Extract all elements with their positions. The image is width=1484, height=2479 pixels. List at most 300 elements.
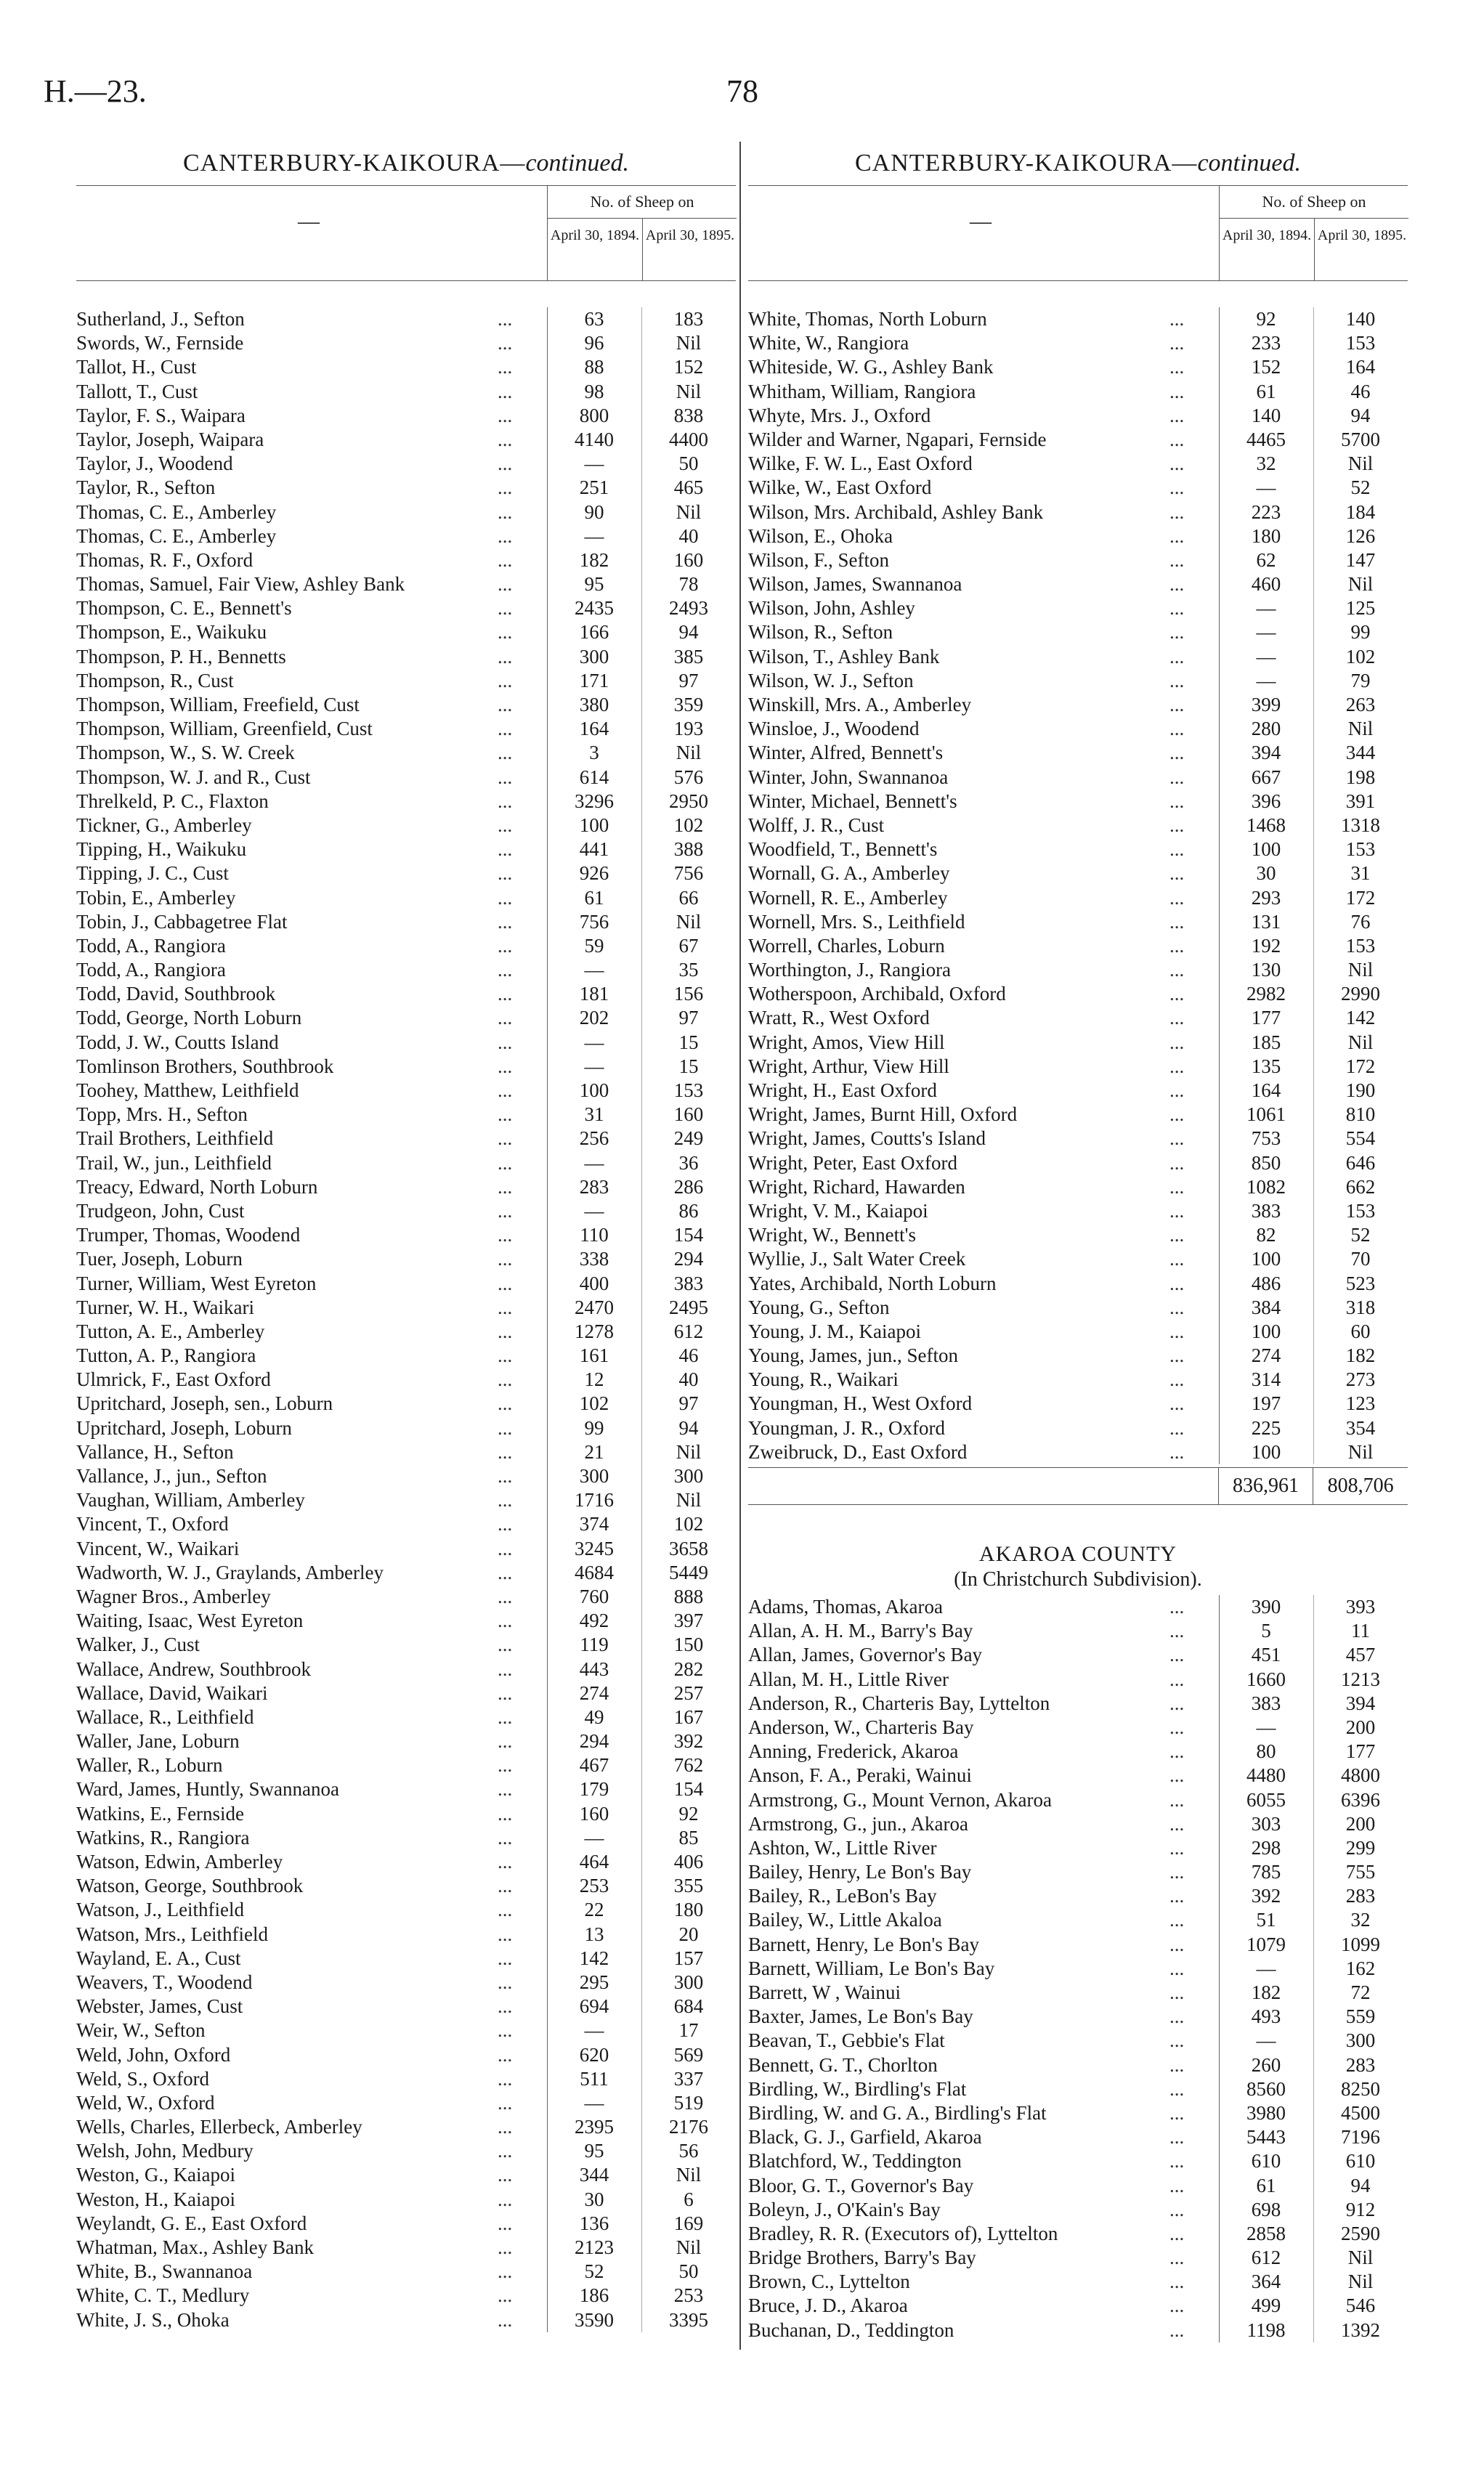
leader-dots: ...	[1169, 1981, 1185, 2003]
row-name: Wilke, F. W. L., East Oxford	[748, 453, 973, 475]
table-row	[748, 1031, 1408, 1055]
table-row	[76, 2188, 736, 2212]
table-row	[748, 1595, 1408, 1619]
row-1895-value: 554	[1345, 1127, 1376, 1150]
row-1895-value: 198	[1345, 766, 1376, 788]
row-1894-value: 300	[579, 1465, 609, 1487]
leader-dots: ...	[498, 1368, 513, 1391]
row-1894-value: 390	[1251, 1596, 1281, 1618]
row-1894-value: —	[584, 524, 604, 547]
row-1895-value: 1099	[1341, 1933, 1380, 1955]
row-1895-value: 406	[673, 1851, 704, 1873]
row-1894-value: 3296	[575, 790, 614, 812]
row-1895-value: 662	[1345, 1175, 1376, 1198]
row-name: Winskill, Mrs. A., Amberley	[748, 694, 972, 715]
row-1895-value: 5449	[669, 1561, 708, 1583]
row-name: Wright, James, Coutts's Island	[748, 1127, 986, 1150]
leader-dots: ...	[1169, 1079, 1185, 1101]
row-1895-value: 15	[678, 1055, 699, 1077]
row-1895-value: Nil	[1347, 2271, 1374, 2293]
row-name: Topp, Mrs. H., Sefton	[76, 1103, 248, 1126]
row-1894-value: 61	[584, 886, 604, 909]
row-1895-value: 184	[1345, 500, 1376, 523]
row-1894-value: —	[584, 1199, 604, 1222]
leader-dots: ...	[1169, 548, 1185, 571]
row-1895-value: 519	[673, 2091, 704, 2114]
row-1894-value: 142	[579, 1947, 609, 1969]
row-1894-value: 22	[584, 1899, 604, 1921]
row-1894-value: 256	[579, 1127, 609, 1150]
row-1894-value: 88	[584, 356, 604, 378]
row-1894-value: 160	[579, 1802, 609, 1825]
leader-dots: ...	[1169, 597, 1185, 620]
row-1895-value: 126	[1345, 524, 1376, 547]
table-row	[748, 500, 1408, 524]
row-1894-value: 443	[579, 1658, 609, 1680]
leader-dots: ...	[498, 2091, 513, 2114]
row-name: Wilson, Mrs. Archibald, Ashley Bank	[748, 500, 1044, 523]
row-1895-value: 86	[678, 1199, 699, 1222]
table-row	[76, 476, 736, 500]
row-name: Weston, G., Kaiapoi	[76, 2164, 236, 2186]
table-row	[76, 1247, 736, 1271]
row-1894-value: 785	[1251, 1861, 1281, 1883]
leader-dots: ...	[498, 1175, 513, 1198]
row-1895-value: 912	[1345, 2198, 1376, 2220]
row-name: Upritchard, Joseph, sen., Loburn	[76, 1392, 333, 1415]
right-header-col-1894: April 30, 1894.	[1222, 227, 1312, 243]
row-name: Vaughan, William, Amberley	[76, 1489, 305, 1512]
leader-dots: ...	[498, 2116, 513, 2138]
row-name: Todd, David, Southbrook	[76, 983, 276, 1005]
row-1895-value: 300	[1345, 2029, 1376, 2052]
row-1895-value: 125	[1345, 597, 1376, 620]
leader-dots: ...	[1169, 1199, 1185, 1222]
row-1894-value: —	[584, 453, 604, 475]
row-1895-value: 523	[1345, 1272, 1376, 1294]
row-1895-value: 152	[673, 356, 704, 378]
row-1895-value: 162	[1345, 1957, 1376, 1979]
row-name: Wilson, T., Ashley Bank	[748, 645, 940, 668]
row-name: Tipping, J. C., Cust	[76, 862, 229, 885]
row-1894-value: 135	[1251, 1055, 1281, 1077]
row-name: Wallace, David, Waikari	[76, 1681, 268, 1704]
table-row	[76, 1392, 736, 1416]
leader-dots: ...	[1169, 1392, 1185, 1415]
table-row	[76, 307, 736, 331]
row-name: Whitham, William, Rangiora	[748, 380, 976, 402]
row-1895-value: 11	[1351, 1620, 1370, 1642]
leader-dots: ...	[498, 1248, 513, 1270]
row-name: Wadworth, W. J., Graylands, Amberley	[76, 1561, 384, 1583]
row-1895-value: 52	[1350, 1224, 1371, 1246]
leader-dots: ...	[498, 2164, 513, 2186]
row-name: Bailey, R., LeBon's Bay	[748, 1885, 937, 1907]
page-reference: H.—23.	[44, 73, 147, 109]
table-row	[748, 2005, 1408, 2029]
row-1894-value: —	[1256, 597, 1276, 620]
right-rows	[748, 307, 1408, 1464]
row-name: Waller, Jane, Loburn	[76, 1730, 240, 1753]
table-row	[76, 1416, 736, 1440]
table-row	[76, 500, 736, 524]
row-name: Tickner, G., Amberley	[76, 814, 252, 836]
row-name: Anderson, W., Charteris Bay	[748, 1716, 974, 1738]
row-name: Wilson, John, Ashley	[748, 597, 915, 620]
row-1894-value: 164	[579, 718, 609, 740]
left-header-col-1894: April 30, 1894.	[550, 227, 640, 243]
row-1894-value: 182	[1251, 1981, 1281, 2003]
row-1895-value: 465	[673, 476, 704, 499]
row-1894-value: 8560	[1246, 2077, 1286, 2100]
row-name: Baxter, James, Le Bon's Bay	[748, 2005, 973, 2028]
row-1895-value: 283	[1345, 1885, 1376, 1907]
table-row	[76, 958, 736, 982]
leader-dots: ...	[498, 2236, 513, 2258]
total-1895: 808,706	[1313, 1468, 1408, 1504]
row-name: Anderson, R., Charteris Bay, Lyttelton	[748, 1692, 1050, 1714]
row-name: Tomlinson Brothers, Southbrook	[76, 1055, 334, 1077]
row-name: Trumper, Thomas, Woodend	[76, 1224, 301, 1246]
table-row	[748, 1296, 1408, 1320]
row-name: Boleyn, J., O'Kain's Bay	[748, 2198, 941, 2220]
left-title-main: CANTERBURY-KAIKOURA—	[182, 150, 526, 177]
table-row	[76, 741, 736, 765]
row-1894-value: 303	[1251, 1812, 1281, 1835]
leader-dots: ...	[1169, 1788, 1185, 1811]
leader-dots: ...	[1169, 694, 1185, 715]
table-row	[748, 1933, 1408, 1957]
row-1894-value: 100	[579, 814, 609, 836]
table-row	[748, 355, 1408, 379]
leader-dots: ...	[1169, 718, 1185, 740]
row-1895-value: 810	[1345, 1103, 1376, 1126]
table-row	[76, 693, 736, 717]
leader-dots: ...	[1169, 380, 1185, 402]
row-name: Yates, Archibald, North Loburn	[748, 1272, 997, 1294]
table-row	[748, 1368, 1408, 1392]
row-1895-value: 167	[673, 1705, 704, 1728]
table-row	[748, 1103, 1408, 1127]
row-1894-value: 185	[1251, 1031, 1281, 1053]
table-row	[748, 693, 1408, 717]
table-row	[748, 2222, 1408, 2246]
table-row	[76, 2115, 736, 2139]
row-1895-value: 172	[1345, 886, 1376, 909]
leader-dots: ...	[498, 1296, 513, 1318]
row-1894-value: 2858	[1246, 2222, 1286, 2244]
row-name: Birdling, W. and G. A., Birdling's Flat	[748, 2101, 1047, 2124]
row-name: Wright, James, Burnt Hill, Oxford	[748, 1103, 1018, 1126]
row-name: Threlkeld, P. C., Flaxton	[76, 790, 269, 812]
table-row	[76, 2236, 736, 2260]
leader-dots: ...	[498, 1055, 513, 1077]
table-row	[748, 548, 1408, 572]
row-1895-value: 94	[1350, 404, 1371, 426]
right-table-header	[748, 185, 1408, 281]
row-name: Wilson, E., Ohoka	[748, 524, 893, 547]
table-row	[76, 1633, 736, 1657]
row-1895-value: 153	[1345, 332, 1376, 354]
row-1895-value: 157	[673, 1947, 704, 1969]
table-row	[76, 2139, 736, 2163]
table-row	[76, 1175, 736, 1199]
row-1895-value: Nil	[676, 1489, 702, 1512]
row-1895-value: Nil	[1347, 718, 1374, 740]
left-title-italic: continued.	[525, 150, 630, 177]
table-row	[748, 1272, 1408, 1296]
row-name: Armstrong, G., jun., Akaroa	[748, 1812, 968, 1835]
row-1894-value: 251	[579, 476, 609, 499]
leader-dots: ...	[498, 910, 513, 933]
row-name: Allan, M. H., Little River	[748, 1668, 949, 1690]
row-1894-value: 98	[584, 380, 604, 402]
leader-dots: ...	[1169, 1692, 1185, 1714]
row-1894-value: 2982	[1246, 983, 1286, 1005]
leader-dots: ...	[1169, 1007, 1185, 1029]
table-row	[76, 1127, 736, 1151]
row-1895-value: 200	[1345, 1716, 1376, 1738]
row-1895-value: Nil	[676, 742, 702, 764]
table-row	[76, 1440, 736, 1464]
row-1894-value: 384	[1251, 1296, 1281, 1318]
row-1894-value: 253	[579, 1875, 609, 1897]
row-name: Watson, Edwin, Amberley	[76, 1851, 283, 1873]
row-name: Taylor, F. S., Waipara	[76, 404, 246, 426]
leader-dots: ...	[498, 886, 513, 909]
row-1894-value: 499	[1251, 2295, 1281, 2317]
leader-dots: ...	[1169, 621, 1185, 644]
row-1894-value: 164	[1251, 1079, 1281, 1101]
leader-dots: ...	[498, 1344, 513, 1367]
table-row	[748, 1392, 1408, 1416]
row-1894-value: 21	[584, 1440, 604, 1463]
row-1895-value: 180	[673, 1899, 704, 1921]
leader-dots: ...	[498, 2212, 513, 2234]
row-name: Allan, A. H. M., Barry's Bay	[748, 1620, 973, 1642]
row-1894-value: 441	[579, 838, 609, 861]
row-name: Thomas, Samuel, Fair View, Ashley Bank	[76, 573, 405, 596]
leader-dots: ...	[498, 1440, 513, 1463]
table-row	[76, 524, 736, 548]
table-row	[748, 2246, 1408, 2270]
row-name: Swords, W., Fernside	[76, 332, 244, 354]
row-name: Wornell, Mrs. S., Leithfield	[748, 910, 965, 933]
row-name: Trail, W., jun., Leithfield	[76, 1151, 272, 1174]
row-name: Turner, W. H., Waikari	[76, 1296, 254, 1318]
table-row	[748, 1740, 1408, 1764]
leader-dots: ...	[1169, 934, 1185, 957]
table-row	[748, 596, 1408, 620]
row-name: Anning, Frederick, Akaroa	[748, 1740, 959, 1763]
row-name: Winter, Alfred, Bennett's	[748, 742, 944, 764]
table-row	[76, 982, 736, 1006]
table-row	[748, 886, 1408, 910]
row-1894-value: 756	[579, 910, 609, 933]
row-1895-value: 183	[673, 308, 704, 330]
leader-dots: ...	[1169, 1812, 1185, 1835]
row-name: Ashton, W., Little River	[748, 1836, 937, 1859]
leader-dots: ...	[1169, 2077, 1185, 2100]
row-name: Todd, A., Rangiora	[76, 959, 226, 981]
row-1895-value: 755	[1345, 1861, 1376, 1883]
row-name: Vallance, J., jun., Sefton	[76, 1465, 267, 1487]
table-row	[748, 669, 1408, 693]
row-1894-value: —	[1256, 1957, 1276, 1979]
row-name: Waller, R., Loburn	[76, 1754, 223, 1777]
table-row	[76, 2212, 736, 2236]
row-1895-value: 102	[673, 1513, 704, 1535]
row-1895-value: 40	[678, 1368, 699, 1391]
row-name: Bruce, J. D., Akaroa	[748, 2295, 908, 2317]
table-row	[76, 1151, 736, 1175]
row-1895-value: 263	[1345, 694, 1376, 715]
table-row	[748, 1006, 1408, 1030]
row-1894-value: 293	[1251, 886, 1281, 909]
table-row	[748, 982, 1408, 1006]
leader-dots: ...	[498, 1923, 513, 1945]
row-1894-value: 3980	[1246, 2101, 1286, 2124]
leader-dots: ...	[498, 1995, 513, 2018]
row-1894-value: 295	[579, 1971, 609, 1993]
row-name: White, C. T., Medlury	[76, 2284, 250, 2307]
leader-dots: ...	[1169, 1248, 1185, 1270]
right-column-title	[748, 142, 1408, 185]
row-name: Tobin, E., Amberley	[76, 886, 236, 909]
leader-dots: ...	[498, 2308, 513, 2331]
row-name: Thomas, C. E., Amberley	[76, 500, 277, 523]
table-row	[76, 572, 736, 596]
row-name: Tipping, H., Waikuku	[76, 838, 247, 861]
table-row	[76, 837, 736, 861]
left-header-dash: —	[298, 209, 320, 233]
row-1894-value: 32	[1256, 453, 1276, 475]
row-1894-value: —	[584, 2019, 604, 2042]
row-1894-value: 51	[1256, 1909, 1276, 1931]
table-row	[76, 814, 736, 837]
leader-dots: ...	[498, 742, 513, 764]
row-1895-value: 76	[1350, 910, 1371, 933]
row-1895-value: 32	[1350, 1909, 1371, 1931]
leader-dots: ...	[498, 332, 513, 354]
row-name: Tallott, T., Cust	[76, 380, 198, 402]
row-name: Wright, Peter, East Oxford	[748, 1151, 958, 1174]
row-1894-value: 1660	[1246, 1668, 1286, 1690]
row-name: Todd, J. W., Coutts Island	[76, 1031, 279, 1053]
row-1894-value: 181	[579, 983, 609, 1005]
table-row	[748, 1175, 1408, 1199]
table-row	[76, 1488, 736, 1512]
row-1894-value: 298	[1251, 1836, 1281, 1859]
table-row	[76, 1199, 736, 1223]
row-1894-value: 166	[579, 621, 609, 644]
row-1895-value: 94	[678, 621, 699, 644]
row-1895-value: 318	[1345, 1296, 1376, 1318]
leader-dots: ...	[1169, 500, 1185, 523]
leader-dots: ...	[1169, 2222, 1185, 2244]
leader-dots: ...	[1169, 1957, 1185, 1979]
row-1894-value: 294	[579, 1730, 609, 1753]
leader-dots: ...	[498, 1754, 513, 1777]
leader-dots: ...	[498, 718, 513, 740]
table-row	[748, 2077, 1408, 2101]
leader-dots: ...	[1169, 476, 1185, 499]
table-row	[76, 910, 736, 934]
table-row	[76, 1079, 736, 1103]
row-name: Wilson, R., Sefton	[748, 621, 893, 644]
row-1895-value: 70	[1350, 1248, 1371, 1270]
row-1895-value: 4400	[669, 428, 708, 450]
row-name: Thompson, William, Greenfield, Cust	[76, 718, 373, 740]
row-1894-value: 338	[579, 1248, 609, 1270]
leader-dots: ...	[1169, 910, 1185, 933]
row-1895-value: 15	[678, 1031, 699, 1053]
table-row	[76, 766, 736, 790]
row-1894-value: 760	[579, 1585, 609, 1607]
section-subtitle: (In Christchurch Subdivision).	[954, 1568, 1202, 1591]
table-row	[748, 741, 1408, 765]
table-row	[76, 2163, 736, 2187]
row-1894-value: 223	[1251, 500, 1281, 523]
table-row	[76, 1031, 736, 1055]
row-name: Wagner Bros., Amberley	[76, 1585, 271, 1607]
row-1894-value: 61	[1256, 2174, 1276, 2196]
row-name: Wright, Amos, View Hill	[748, 1031, 945, 1053]
row-1894-value: 119	[580, 1634, 609, 1656]
leader-dots: ...	[498, 2043, 513, 2066]
row-name: Ulmrick, F., East Oxford	[76, 1368, 271, 1391]
row-1894-value: 82	[1256, 1224, 1276, 1246]
row-1895-value: 31	[1350, 862, 1371, 885]
table-row	[748, 2198, 1408, 2222]
row-name: Weld, S., Oxford	[76, 2067, 210, 2090]
row-name: Whatman, Max., Ashley Bank	[76, 2236, 314, 2258]
row-1894-value: —	[1256, 669, 1276, 691]
row-1895-value: 67	[678, 934, 699, 957]
row-1895-value: 2990	[1341, 983, 1380, 1005]
leader-dots: ...	[1169, 983, 1185, 1005]
row-1894-value: 492	[579, 1610, 609, 1632]
table-row	[748, 1908, 1408, 1932]
row-1894-value: 400	[579, 1272, 609, 1294]
table-row	[76, 1777, 736, 1801]
row-name: Tobin, J., Cabbagetree Flat	[76, 910, 288, 933]
row-name: Tutton, A. P., Rangiora	[76, 1344, 256, 1367]
table-row	[76, 452, 736, 476]
row-1894-value: 61	[1256, 380, 1276, 402]
row-name: Watkins, E., Fernside	[76, 1802, 245, 1825]
table-row	[748, 1692, 1408, 1716]
leader-dots: ...	[498, 862, 513, 885]
row-1894-value: 694	[579, 1995, 609, 2018]
row-1895-value: 253	[673, 2284, 704, 2307]
akaroa-rows	[748, 1595, 1408, 2342]
row-1894-value: 130	[1251, 959, 1281, 981]
row-name: Wright, H., East Oxford	[748, 1079, 937, 1101]
row-1895-value: 394	[1345, 1692, 1376, 1714]
table-row	[748, 2101, 1408, 2125]
row-name: Taylor, R., Sefton	[76, 476, 216, 499]
leader-dots: ...	[498, 1947, 513, 1969]
table-row	[76, 2091, 736, 2115]
row-name: Weylandt, G. E., East Oxford	[76, 2212, 307, 2234]
leader-dots: ...	[498, 1730, 513, 1753]
leader-dots: ...	[1169, 1644, 1185, 1666]
row-1895-value: 576	[673, 766, 704, 788]
row-1895-value: 286	[673, 1175, 704, 1198]
leader-dots: ...	[498, 1272, 513, 1294]
row-1895-value: 397	[673, 1610, 704, 1632]
